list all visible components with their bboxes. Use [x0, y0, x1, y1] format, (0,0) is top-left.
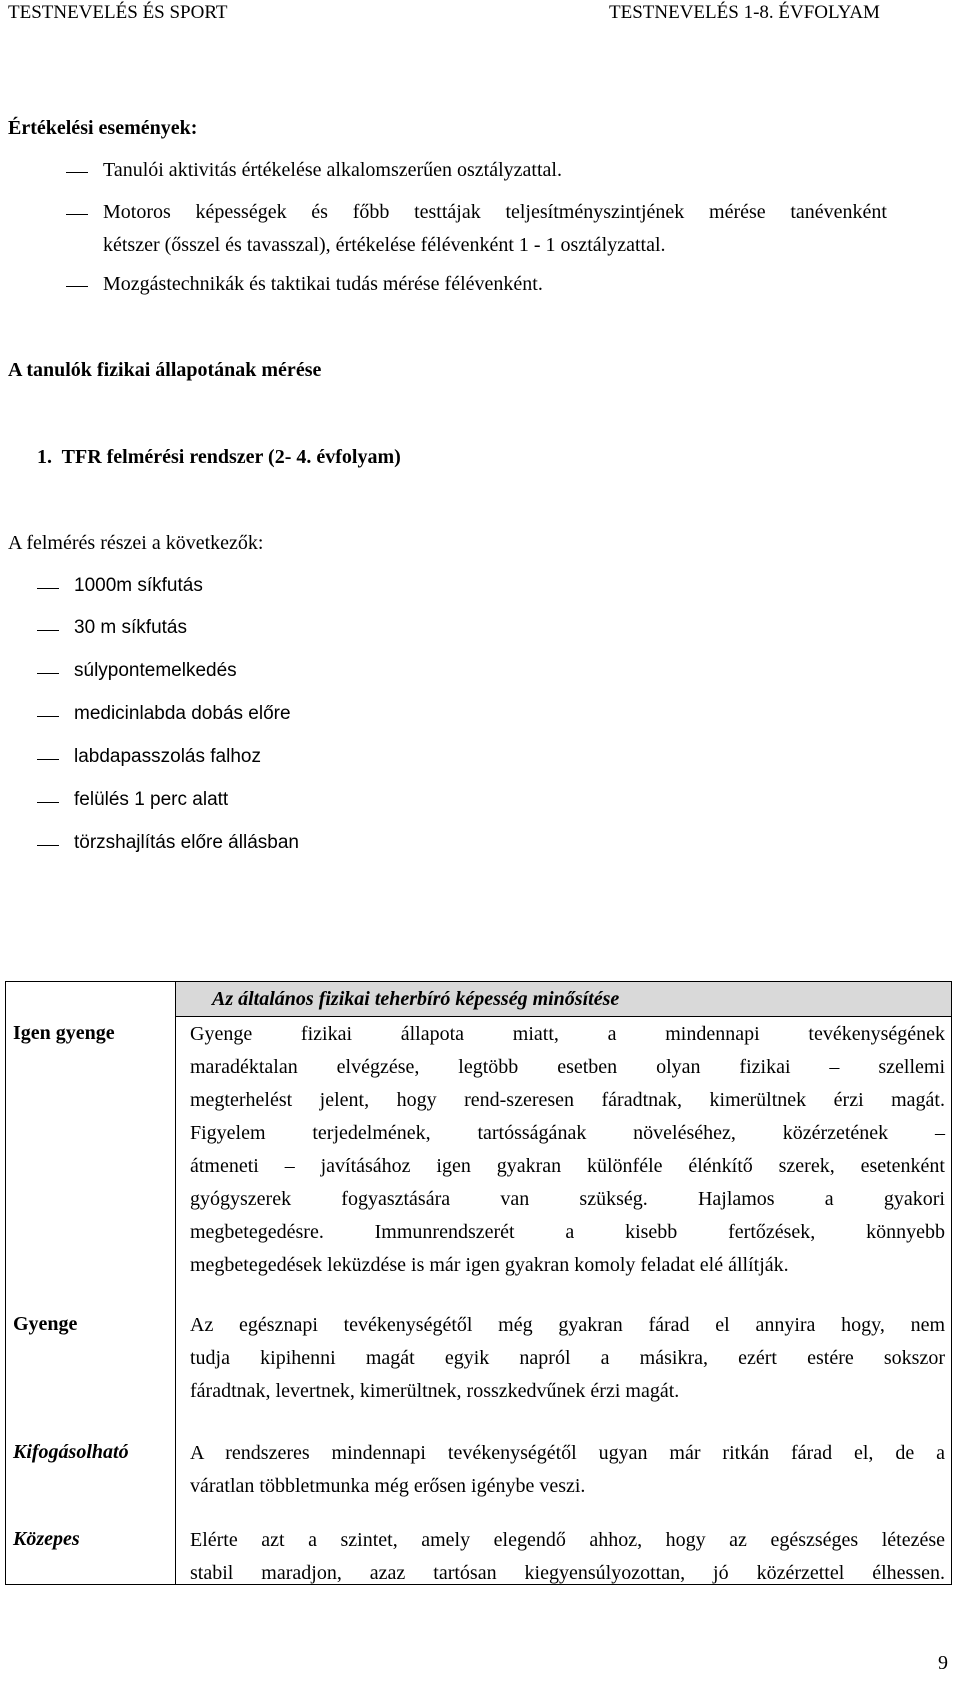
parts-item: felülés 1 perc alatt	[74, 789, 229, 810]
header-right: TESTNEVELÉS 1-8. ÉVFOLYAM	[609, 2, 880, 23]
parts-item: labdapasszolás falhoz	[74, 746, 261, 767]
table-cell-line: Figyelem terjedelmének, tartósságának növeléséhez, közérzetének –	[190, 1122, 945, 1144]
table-cell-line: Az egésznapi tevékenységétől még gyakran fárad el annyira hogy, nem	[190, 1314, 945, 1336]
parts-item: 30 m síkfutás	[74, 617, 187, 638]
list-dash	[37, 716, 59, 717]
table-cell-line: megbetegedésre. Immunrendszerét a kisebb fertőzések, könnyebb	[190, 1221, 945, 1243]
list-dash	[37, 588, 59, 589]
evaluation-item: Mozgástechnikák és taktikai tudás mérése félévenként.	[103, 273, 543, 295]
table-cell-line: stabil maradjon, azaz tartósan kiegyensúlyozottan, jó közérzettel élhessen.	[190, 1562, 945, 1584]
table-cell-line: maradéktalan elvégzése, legtöbb esetben olyan fizikai – szellemi	[190, 1056, 945, 1078]
section-title: A tanulók fizikai állapotának mérése	[8, 359, 322, 381]
header-left: TESTNEVELÉS ÉS SPORT	[8, 2, 228, 23]
list-dash	[37, 759, 59, 760]
list-dash	[66, 172, 88, 173]
table-cell-line: váratlan többletmunka még erősen igénybe veszi.	[190, 1475, 586, 1497]
table-row-label: Gyenge	[13, 1313, 78, 1335]
page-number: 9	[938, 1652, 948, 1674]
table-cell-line: tudja kipihenni magát egyik napról a másikra, ezért estére sokszor	[190, 1347, 945, 1369]
evaluation-item: Tanulói aktivitás értékelése alkalomszerűen osztályzattal.	[103, 159, 562, 181]
list-dash	[37, 802, 59, 803]
parts-item: medicinlabda dobás előre	[74, 703, 291, 724]
table-row-label: Igen gyenge	[13, 1022, 115, 1044]
list-dash	[66, 286, 88, 287]
table-cell-line: átmeneti – javításához igen gyakran különféle élénkítő szerek, esetenként	[190, 1155, 945, 1177]
table-cell-line: Gyenge fizikai állapota miatt, a mindennapi tevékenységének	[190, 1023, 945, 1045]
subsection-title: 1. TFR felmérési rendszer (2- 4. évfolyam)	[37, 446, 401, 468]
evaluation-heading: Értékelési események:	[8, 117, 198, 139]
table-column-divider	[175, 1017, 176, 1585]
parts-item: 1000m síkfutás	[74, 575, 203, 596]
table-cell-line: megterhelést jelent, hogy rend-szeresen fáradtnak, kimerültnek érzi magát.	[190, 1089, 945, 1111]
evaluation-item-continued: kétszer (ősszel és tavasszal), értékelése félévenként 1 - 1 osztályzattal.	[103, 234, 666, 256]
table-cell-line: megbetegedések leküzdése is már igen gyakran komoly feladat elé állítják.	[190, 1254, 789, 1276]
evaluation-item: Motoros képességek és főbb testtájak teljesítményszintjének mérése tanévenként	[103, 201, 887, 223]
table-row-label: Közepes	[13, 1528, 80, 1550]
parts-heading: A felmérés részei a következők:	[8, 532, 264, 554]
parts-item: törzshajlítás előre állásban	[74, 832, 299, 853]
table-cell-line: Elérte azt a szintet, amely elegendő ahhoz, hogy az egészséges létezése	[190, 1529, 945, 1551]
table-cell-line: A rendszeres mindennapi tevékenységétől ugyan már ritkán fárad el, de a	[190, 1442, 945, 1464]
list-dash	[37, 673, 59, 674]
table-title: Az általános fizikai teherbíró képesség minősítése	[212, 988, 620, 1010]
table-row-label: Kifogásolható	[13, 1441, 129, 1463]
table-cell-line: gyógyszerek fogyasztására van szükség. Hajlamos a gyakori	[190, 1188, 945, 1210]
list-dash	[37, 845, 59, 846]
list-dash	[37, 630, 59, 631]
parts-item: súlypontemelkedés	[74, 660, 237, 681]
list-dash	[66, 214, 88, 215]
table-cell-line: fáradtnak, levertnek, kimerültnek, rosszkedvűnek érzi magát.	[190, 1380, 680, 1402]
